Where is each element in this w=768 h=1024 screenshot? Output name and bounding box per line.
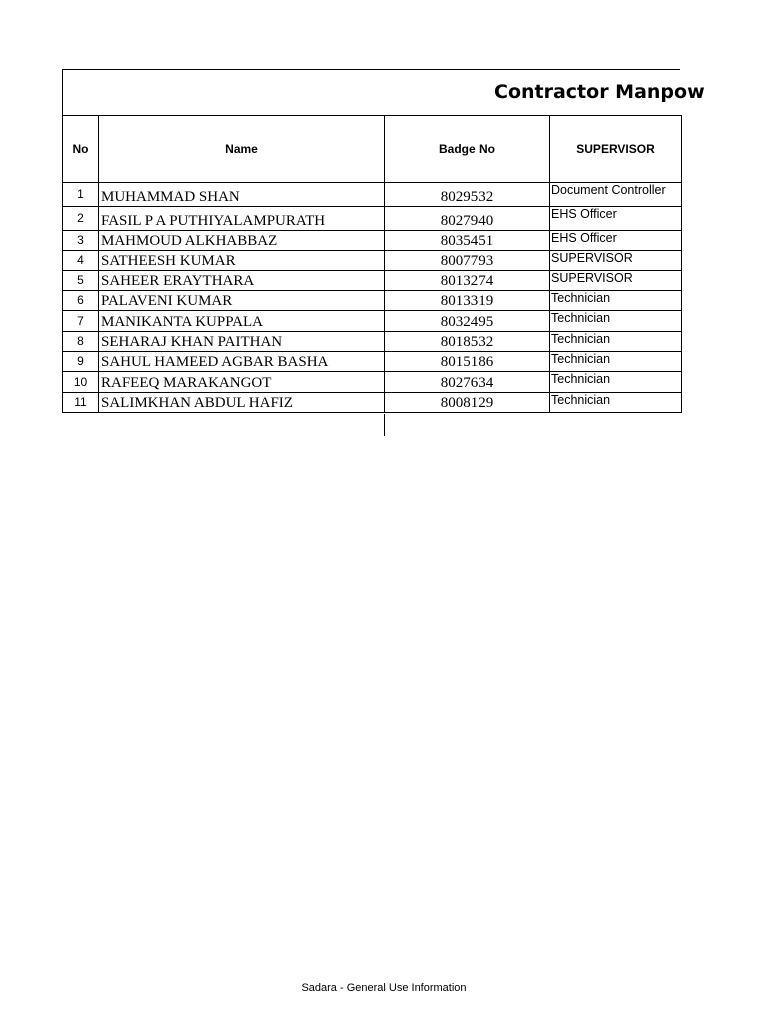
cell-no: 11 bbox=[63, 393, 99, 413]
cell-supervisor: Document Controller bbox=[550, 183, 682, 207]
cell-badge: 8008129 bbox=[385, 393, 550, 413]
cell-badge: 8027940 bbox=[385, 207, 550, 231]
cell-badge: 8027634 bbox=[385, 372, 550, 393]
cell-supervisor: Technician bbox=[550, 393, 682, 413]
header-no: No bbox=[63, 116, 99, 183]
cell-no: 10 bbox=[63, 372, 99, 393]
cell-no: 8 bbox=[63, 332, 99, 352]
cell-badge: 8007793 bbox=[385, 251, 550, 271]
cell-name: MANIKANTA KUPPALA bbox=[99, 311, 385, 332]
cell-supervisor: Technician bbox=[550, 311, 682, 332]
cell-supervisor: SUPERVISOR bbox=[550, 271, 682, 291]
cell-supervisor: SUPERVISOR bbox=[550, 251, 682, 271]
cell-name: RAFEEQ MARAKANGOT bbox=[99, 372, 385, 393]
table-row bbox=[63, 291, 682, 311]
cell-supervisor: EHS Officer bbox=[550, 231, 682, 251]
cell-name: PALAVENI KUMAR bbox=[99, 291, 385, 311]
cell-name: FASIL P A PUTHIYALAMPURATH bbox=[99, 207, 385, 231]
cell-badge: 8018532 bbox=[385, 332, 550, 352]
title-row bbox=[62, 69, 705, 115]
table-row bbox=[63, 352, 682, 372]
manpower-table bbox=[62, 115, 682, 413]
cell-supervisor: Technician bbox=[550, 372, 682, 393]
table-row bbox=[63, 251, 682, 271]
cell-no: 9 bbox=[63, 352, 99, 372]
cell-badge: 8013274 bbox=[385, 271, 550, 291]
table-row bbox=[63, 207, 682, 231]
header-supervisor: SUPERVISOR bbox=[550, 116, 682, 183]
cell-name: MAHMOUD ALKHABBAZ bbox=[99, 231, 385, 251]
cell-no: 3 bbox=[63, 231, 99, 251]
header-badge: Badge No bbox=[385, 116, 550, 183]
cell-no: 7 bbox=[63, 311, 99, 332]
table-row bbox=[63, 332, 682, 352]
cell-badge: 8035451 bbox=[385, 231, 550, 251]
header-row bbox=[63, 116, 682, 183]
cell-supervisor: Technician bbox=[550, 291, 682, 311]
cell-name: SAHUL HAMEED AGBAR BASHA bbox=[99, 352, 385, 372]
table-row bbox=[63, 393, 682, 413]
spreadsheet-page bbox=[62, 69, 705, 413]
cell-no: 6 bbox=[63, 291, 99, 311]
cell-border-stub bbox=[384, 414, 385, 436]
table-row bbox=[63, 183, 682, 207]
cell-name: SATHEESH KUMAR bbox=[99, 251, 385, 271]
cell-supervisor: Technician bbox=[550, 352, 682, 372]
cell-name: SALIMKHAN ABDUL HAFIZ bbox=[99, 393, 385, 413]
sheet-title: Contractor Manpow bbox=[494, 81, 705, 103]
cell-badge: 8029532 bbox=[385, 183, 550, 207]
cell-badge: 8015186 bbox=[385, 352, 550, 372]
cell-badge: 8013319 bbox=[385, 291, 550, 311]
page-footer: Sadara - General Use Information bbox=[301, 982, 467, 994]
cell-badge: 8032495 bbox=[385, 311, 550, 332]
table-row bbox=[63, 271, 682, 291]
cell-no: 5 bbox=[63, 271, 99, 291]
cell-supervisor: Technician bbox=[550, 332, 682, 352]
cell-no: 1 bbox=[63, 183, 99, 207]
cell-name: SAHEER ERAYTHARA bbox=[99, 271, 385, 291]
cell-no: 4 bbox=[63, 251, 99, 271]
cell-no: 2 bbox=[63, 207, 99, 231]
table-row bbox=[63, 372, 682, 393]
cell-name: SEHARAJ KHAN PAITHAN bbox=[99, 332, 385, 352]
table-row bbox=[63, 231, 682, 251]
cell-name: MUHAMMAD SHAN bbox=[99, 183, 385, 207]
header-name: Name bbox=[99, 116, 385, 183]
cell-supervisor: EHS Officer bbox=[550, 207, 682, 231]
table-row bbox=[63, 311, 682, 332]
